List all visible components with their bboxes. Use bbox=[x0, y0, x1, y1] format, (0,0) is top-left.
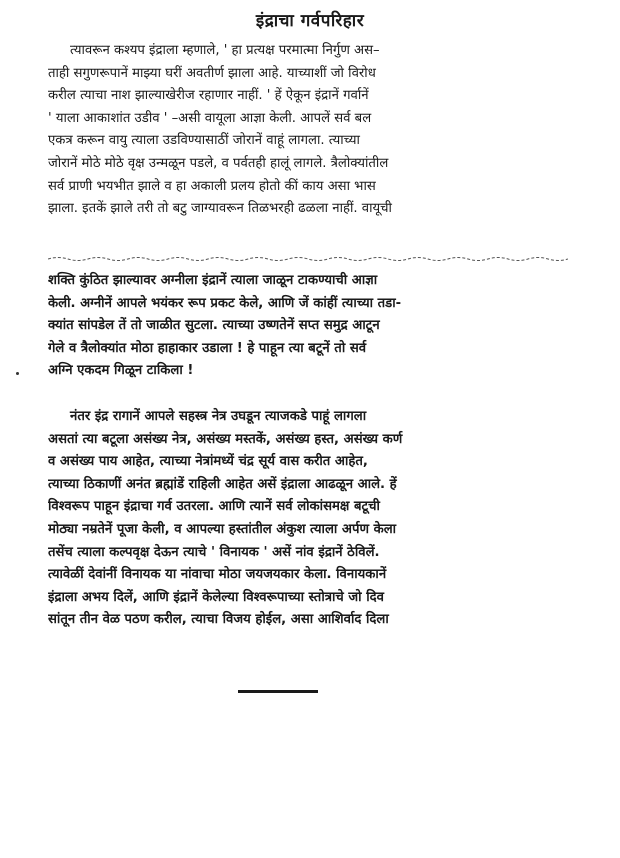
text-line: इंद्राला अभय दिलें, आणि इंद्रानें केलेल्या विश्वरूपाच्या स्तोत्राचे जो दिव bbox=[48, 589, 384, 605]
text-line: एकत्र करून वायु त्याला उडविण्यासाठीं जोरानें वाहूं लागला. त्याच्या bbox=[48, 133, 360, 149]
text-line: करील त्याचा नाश झाल्याखेरीज रहाणार नाहीं. ' हें ऐकून इंद्रानें गर्वानें bbox=[48, 88, 369, 104]
text-line: व असंख्य पाय आहेत, त्याच्या नेत्रांमध्यें चंद्र सूर्य वास करीत आहेत, bbox=[48, 454, 368, 470]
text-line: गेले व त्रैलोक्यांत मोठा हाहाकार उडाला ! हे पाहून त्या बटूनें तो सर्व bbox=[48, 340, 367, 356]
text-line: सांतून तीन वेळ पठण करील, त्याचा विजय होईल, असा आशिर्वाद दिला bbox=[48, 612, 389, 628]
text-line: त्याच्या ठिकाणीं अनंत ब्रह्मांडें राहिली आहेत असें इंद्राला आढळून आले. हें bbox=[48, 476, 397, 492]
end-divider bbox=[238, 690, 318, 693]
text-line: त्यावरून कश्यप इंद्राला म्हणाले, ' हा प्रत्यक्ष परमात्मा निर्गुण अस– bbox=[70, 43, 380, 58]
text-line: मोठ्या नम्रतेनें पूजा केली, व आपल्या हस्तांतील अंकुश त्याला अर्पण केला bbox=[48, 521, 397, 537]
text-line: सर्व प्राणी भयभीत झाले व हा अकाली प्रलय होतो कीं काय असा भास bbox=[48, 178, 376, 194]
text-line: झाला. इतकें झाले तरी तो बटु जाग्यावरून तिळभरही ढळला नाहीं. वायूची bbox=[48, 201, 392, 217]
text-line: विश्वरूप पाहून इंद्राचा गर्व उतरला. आणि त्यानें सर्व लोकांसमक्ष बटूची bbox=[48, 499, 380, 515]
page-title: इंद्राचा गर्वपरिहार bbox=[255, 11, 365, 31]
paragraph-3 bbox=[48, 406, 570, 632]
text-line: शक्ति कुंठित झाल्यावर अग्नीला इंद्रानें त्याला जाळून टाकण्याची आज्ञा bbox=[48, 273, 378, 288]
text-line: तसेंच त्याला कल्पवृक्ष देऊन त्याचे ' विनायक ' असें नांव इंद्रानें ठेविलें. bbox=[48, 544, 380, 560]
text-line: ' याला आकाशांत उडीव ' –असी वायूला आज्ञा केली. आपलें सर्व बल bbox=[48, 110, 372, 126]
text-line: केली. अग्नीनें आपले भयंकर रूप प्रकट केले, आणि जें कांहीं त्याच्या तडा- bbox=[48, 295, 402, 311]
paragraph-1 bbox=[48, 40, 570, 221]
text-line: ताही सगुणरूपानें माझ्या घरीं अवतीर्ण झाला आहे. याच्याशीं जो विरोध bbox=[48, 65, 376, 81]
text-line: त्यावेळीं देवांनीं विनायक या नांवाचा मोठा जयजयकार केला. विनायकानें bbox=[48, 567, 387, 583]
paragraph-2 bbox=[48, 270, 570, 383]
text-line: जोरानें मोठे मोठे वृक्ष उन्मळून पडले, व पर्वतही हालूं लागले. त्रैलोक्यांतील bbox=[48, 155, 389, 171]
torn-paper-edge bbox=[48, 256, 568, 262]
text-line: क्यांत सांपडेल तें तो जाळीत सुटला. त्याच्या उष्णतेनें सप्त समुद्र आटून bbox=[48, 318, 380, 334]
text-line: नंतर इंद्र रागानें आपले सहस्त्र नेत्र उघडून त्याजकडे पाहूं लागला bbox=[70, 409, 367, 424]
stray-mark bbox=[16, 372, 19, 375]
text-line: असतां त्या बटूला असंख्य नेत्र, असंख्य मस्तकें, असंख्य हस्त, असंख्य कर्ण bbox=[48, 431, 403, 447]
text-line: अग्नि एकदम गिळून टाकिला ! bbox=[48, 363, 194, 379]
